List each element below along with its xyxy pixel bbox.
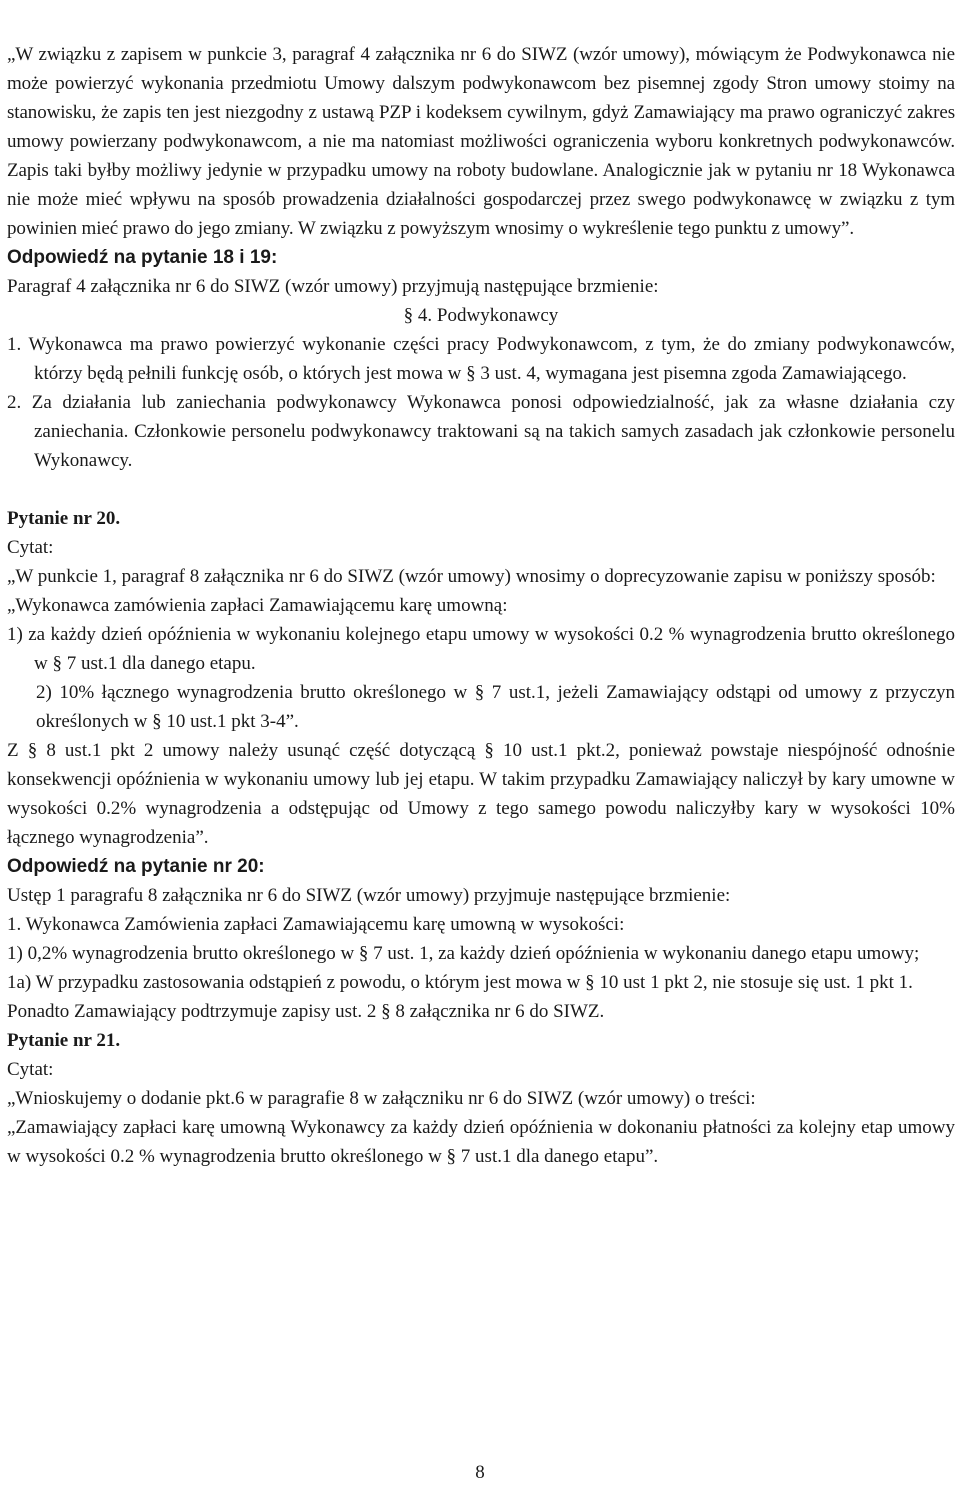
list-item: 2. Za działania lub zaniechania podwykonawcy Wykonawca ponosi odpowiedzialność, jak za własne działania czy zaniechania. Członkowie personelu podwykonawcy traktowani są na takich samych zasadach jak członkowie personelu Wykonawcy. (7, 392, 955, 471)
list-item: 2) 10% łącznego wynagrodzenia brutto określonego w § 7 ust.1, jeżeli Zamawiający odstąpi od umowy z przyczyn określonych w § 10 ust.1 pkt 3-4”. (36, 682, 955, 732)
document-body (7, 40, 955, 1171)
list-item: 1a) W przypadku zastosowania odstąpień z powodu, o którym jest mowa w § 10 ust 1 pkt 2, nie stosuje się ust. 1 pkt 1. (7, 972, 913, 993)
question-20-paragraph: Z § 8 ust.1 pkt 2 umowy należy usunąć część dotyczącą § 10 ust.1 pkt.2, ponieważ powstaje niespójność odnośnie konsekwencji opóźnienia w wykonaniu umowy lub jej etapu. W takim przypadku Zamawiający naliczył by kary umowne w wysokości 0.2% wynagrodzenia a odstępując od Umowy z tego samego powodu naliczyłby kary w wysokości 10% łącznego wynagrodzenia”. (7, 740, 955, 848)
answer-18-19-intro: Paragraf 4 załącznika nr 6 do SIWZ (wzór umowy) przyjmują następujące brzmienie: (7, 276, 659, 297)
spacer (7, 475, 955, 504)
question-21-paragraph: „Wnioskujemy o dodanie pkt.6 w paragrafie 8 w załączniku nr 6 do SIWZ (wzór umowy) o treści: (7, 1088, 756, 1109)
list-item: 1) 0,2% wynagrodzenia brutto określonego w § 7 ust. 1, za każdy dzień opóźnienia w wykonaniu danego etapu umowy; (7, 943, 920, 964)
question-20-heading: Pytanie nr 20. (7, 508, 121, 529)
answer-20-line: 1. Wykonawca Zamówienia zapłaci Zamawiającemu karę umowną w wysokości: (7, 914, 625, 935)
question-20-paragraph: „Wykonawca zamówienia zapłaci Zamawiającemu karę umowną: (7, 595, 508, 616)
section-title: § 4. Podwykonawcy (403, 305, 559, 326)
page-number: 8 (475, 1462, 485, 1483)
question-21-paragraph: „Zamawiający zapłaci karę umowną Wykonawcy za każdy dzień opóźnienia w dokonaniu płatności za kolejny etap umowy w wysokości 0.2 % wynagrodzenia brutto określonego w § 7 ust.1 dla danego etapu”. (7, 1117, 955, 1167)
list-item: 1) za każdy dzień opóźnienia w wykonaniu kolejnego etapu umowy w wysokości 0.2 % wynagrodzenia brutto określonego w § 7 ust.1 dla danego etapu. (7, 624, 955, 674)
answer-20-heading: Odpowiedź na pytanie nr 20: (7, 856, 265, 877)
answer-20-intro: Ustęp 1 paragrafu 8 załącznika nr 6 do SIWZ (wzór umowy) przyjmuje następujące brzmienie: (7, 885, 731, 906)
answer-18-19-heading: Odpowiedź na pytanie 18 i 19: (7, 247, 278, 268)
quoted-paragraph: „W związku z zapisem w punkcie 3, paragraf 4 załącznika nr 6 do SIWZ (wzór umowy), mówiącym że Podwykonawca nie może powierzyć wykonania przedmiotu Umowy dalszym podwykonawcom bez pisemnej zgody Stron umowy stoimy na stanowisku, że zapis ten jest niezgodny z ustawą PZP i kodeksem cywilnym, gdyż Zamawiający ma prawo ograniczyć zakres umowy powierzany podwykonawcom, a nie ma natomiast możliwości ograniczenia wyboru konkretnych podwykonawców. Zapis taki byłby możliwy jedynie w przypadku umowy na roboty budowlane. Analogicznie jak w pytaniu nr 18 Wykonawca nie może mieć wpływu na sposób prowadzenia działalności gospodarczej przez swego podwykonawcę w związku z tym powinien mieć prawo do jego zmiany. W związku z powyższym wnosimy o wykreślenie tego punktu z umowy”. (7, 44, 955, 239)
cytat-label: Cytat: (7, 537, 54, 558)
answer-20-outro: Ponadto Zamawiający podtrzymuje zapisy ust. 2 § 8 załącznika nr 6 do SIWZ. (7, 1001, 605, 1022)
list-item: 1. Wykonawca ma prawo powierzyć wykonanie części pracy Podwykonawcom, z tym, że do zmiany podwykonawców, którzy będą pełnili funkcję osób, o których jest mowa w § 3 ust. 4, wymagana jest pisemna zgoda Zamawiającego. (7, 334, 955, 384)
question-20-paragraph: „W punkcie 1, paragraf 8 załącznika nr 6 do SIWZ (wzór umowy) wnosimy o doprecyzowanie zapisu w poniższy sposób: (7, 566, 936, 587)
question-21-heading: Pytanie nr 21. (7, 1030, 121, 1051)
cytat-label: Cytat: (7, 1059, 54, 1080)
